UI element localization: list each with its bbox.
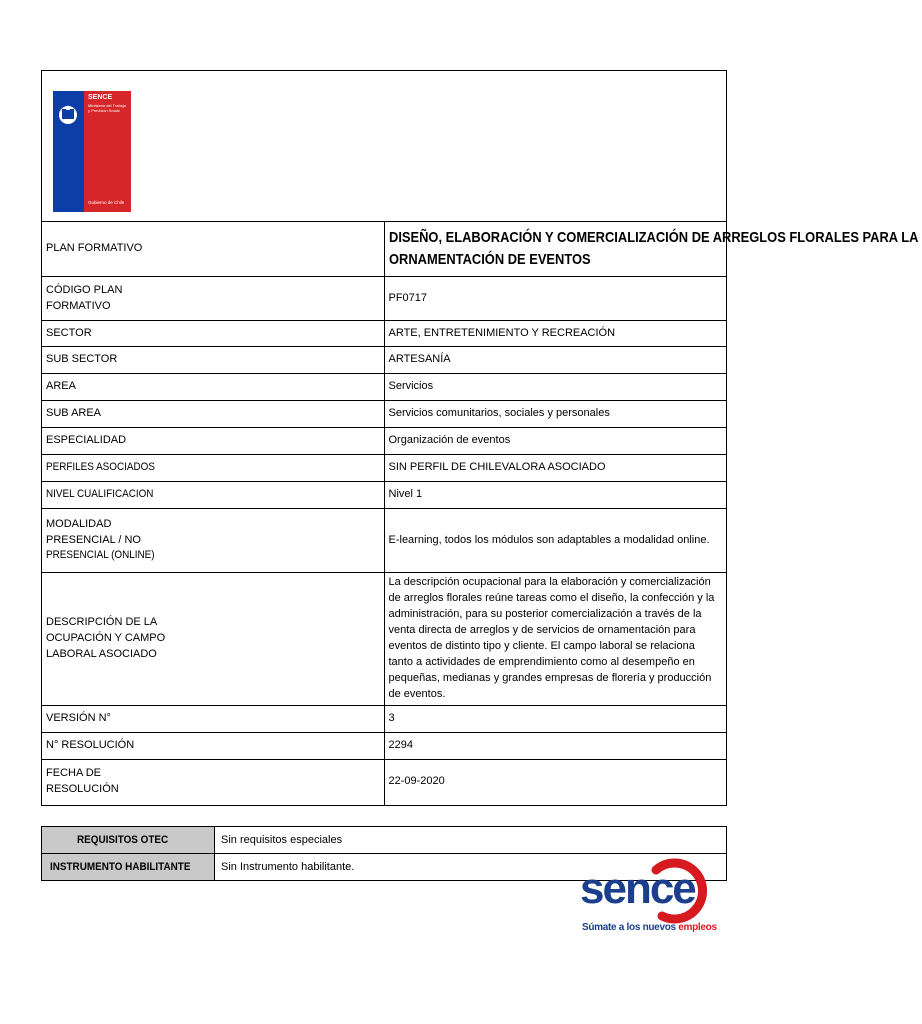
area-label: AREA bbox=[42, 374, 385, 401]
sector-label: SECTOR bbox=[42, 321, 385, 347]
subarea-label: SUB AREA bbox=[42, 401, 385, 428]
logo-line2: y Previsión Social bbox=[88, 108, 120, 113]
otec-value: Sin requisitos especiales bbox=[215, 827, 727, 854]
codigo-label: CÓDIGO PLAN FORMATIVO bbox=[42, 277, 385, 321]
subsector-label: SUB SECTOR bbox=[42, 347, 385, 374]
perfiles-label: PERFILES ASOCIADOS bbox=[42, 455, 385, 482]
sence-brand-logo bbox=[580, 856, 717, 946]
fecha-label: FECHA DE RESOLUCIÓN bbox=[42, 759, 385, 805]
logo-footer: Gobierno de Chile bbox=[88, 200, 125, 205]
instrumento-label: INSTRUMENTO HABILITANTE bbox=[42, 854, 215, 881]
modalidad-value: E-learning, todos los módulos son adaptables a modalidad online. bbox=[384, 509, 727, 573]
version-value: 3 bbox=[384, 705, 727, 732]
plan-title: DISEÑO, ELABORACIÓN Y COMERCIALIZACIÓN DE ARREGLOS FLORALES PARA LA ORNAMENTACIÓN DE EVENTOS bbox=[388, 229, 918, 268]
plan-label: PLAN FORMATIVO bbox=[42, 222, 385, 277]
logo-brand: SENCE bbox=[88, 94, 113, 101]
subsector-value: ARTESANÍA bbox=[384, 347, 727, 374]
descripcion-label: DESCRIPCIÓN DE LA OCUPACIÓN Y CAMPO LABORAL ASOCIADO bbox=[42, 573, 385, 706]
codigo-value: PF0717 bbox=[384, 277, 727, 321]
especialidad-value: Organización de eventos bbox=[384, 428, 727, 455]
plan-formativo-table bbox=[41, 70, 918, 806]
nivel-value: Nivel 1 bbox=[384, 482, 727, 509]
subarea-value: Servicios comunitarios, sociales y personales bbox=[384, 401, 727, 428]
brand-tagline: Súmate a los nuevos empleos bbox=[582, 922, 717, 933]
sector-value: ARTE, ENTRETENIMIENTO Y RECREACIÓN bbox=[384, 321, 727, 347]
fecha-value: 22-09-2020 bbox=[384, 759, 727, 805]
logo-line1: Ministerio del Trabajo bbox=[88, 103, 127, 108]
logo-header-cell bbox=[42, 71, 727, 222]
resolucion-value: 2294 bbox=[384, 732, 727, 759]
modalidad-label: MODALIDAD PRESENCIAL / NO PRESENCIAL (ONLINE) bbox=[42, 509, 385, 573]
brand-word: sence bbox=[580, 864, 695, 913]
perfiles-value: SIN PERFIL DE CHILEVALORA ASOCIADO bbox=[384, 455, 727, 482]
otec-label: REQUISITOS OTEC bbox=[42, 827, 215, 854]
resolucion-label: N° RESOLUCIÓN bbox=[42, 732, 385, 759]
area-value: Servicios bbox=[384, 374, 727, 401]
instrumento-value: Sin Instrumento habilitante. bbox=[215, 854, 727, 881]
sence-gobierno-logo bbox=[53, 91, 131, 212]
especialidad-label: ESPECIALIDAD bbox=[42, 428, 385, 455]
descripcion-value: La descripción ocupacional para la elaboración y comercialización de arreglos florales reúne tareas como el diseño, la confección y la administración, para su posterior comercialización a través de la venta directa de arreglos y de servicios de ornamentación para eventos de distinto tipo y cliente. El campo laboral se relaciona tanto a actividades de emprendimiento como al desempeño en pequeñas, medianas y grandes empresas de florería y producción de eventos. bbox=[384, 573, 727, 706]
plan-title-cell bbox=[384, 222, 918, 277]
nivel-label: NIVEL CUALIFICACION bbox=[42, 482, 385, 509]
version-label: VERSIÓN N° bbox=[42, 705, 385, 732]
